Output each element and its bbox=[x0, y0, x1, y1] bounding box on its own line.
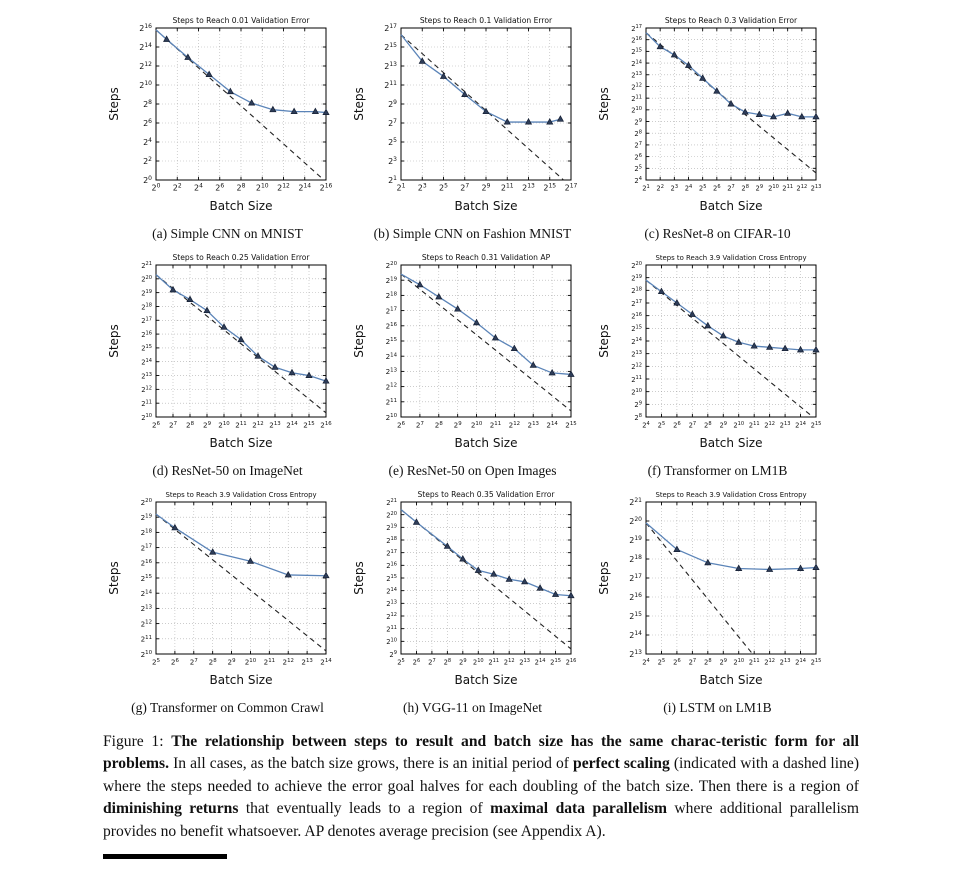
chart-title: Steps to Reach 0.01 Validation Error bbox=[172, 16, 310, 25]
y-tick-label: $2^{19}$ bbox=[631, 273, 642, 283]
x-tick-label: $2^{12}$ bbox=[764, 657, 776, 667]
subplot-c bbox=[596, 14, 839, 251]
x-tick-label: $2^6$ bbox=[396, 420, 406, 430]
x-tick-label: $2^6$ bbox=[151, 420, 161, 430]
x-tick-label: $2^{14}$ bbox=[286, 420, 298, 430]
perfect-scaling-dashed-line bbox=[401, 35, 564, 180]
y-tick-label: $2^0$ bbox=[143, 174, 152, 185]
y-tick-label: $2^{12}$ bbox=[140, 619, 152, 629]
y-tick-label: $2^{18}$ bbox=[385, 291, 397, 301]
x-tick-label: $2^6$ bbox=[673, 657, 681, 667]
y-tick-label: $2^{18}$ bbox=[631, 286, 642, 296]
y-tick-label: $2^{19}$ bbox=[385, 276, 397, 285]
x-axis-label: Batch Size bbox=[209, 673, 273, 687]
caption-bold-text: maximal data parallelism bbox=[490, 800, 667, 818]
subfigure-caption-i: (i) LSTM on LM1B bbox=[663, 700, 772, 715]
caption-text: Figure 1: bbox=[103, 733, 172, 750]
x-tick-label: $2^8$ bbox=[704, 657, 712, 667]
y-tick-label: $2^{12}$ bbox=[631, 362, 642, 372]
x-tick-label: $2^{15}$ bbox=[550, 657, 561, 667]
subfigure-caption-a: (a) Simple CNN on MNIST bbox=[152, 226, 303, 241]
y-tick-label: $2^9$ bbox=[634, 400, 642, 410]
y-tick-label: $2^{12}$ bbox=[141, 385, 152, 395]
triangle-marker bbox=[475, 567, 481, 572]
triangle-marker bbox=[705, 323, 711, 328]
x-axis-label: Batch Size bbox=[209, 199, 273, 213]
y-tick-label: $2^{16}$ bbox=[631, 35, 642, 45]
y-tick-label: $2^{14}$ bbox=[631, 59, 642, 68]
x-tick-label: $2^{11}$ bbox=[782, 183, 794, 193]
x-tick-label: $2^{11}$ bbox=[748, 657, 760, 667]
y-tick-label: $2^{12}$ bbox=[386, 612, 397, 621]
y-tick-label: $2^{10}$ bbox=[141, 413, 152, 422]
caption-text: In all cases, as the batch size grows, there is an initial period of bbox=[169, 755, 574, 773]
x-tick-label: $2^9$ bbox=[227, 657, 236, 667]
x-tick-label: $2^2$ bbox=[656, 183, 664, 193]
x-tick-label: $2^{10}$ bbox=[733, 420, 745, 430]
chart-f-transformer-lm1b bbox=[596, 251, 839, 456]
y-axis-label: Steps bbox=[107, 561, 121, 595]
subfigure-caption-f: (f) Transformer on LM1B bbox=[647, 463, 788, 478]
y-axis-label: Steps bbox=[597, 324, 611, 358]
subplot-e bbox=[351, 251, 594, 488]
steps-curve bbox=[646, 280, 816, 350]
triangle-marker bbox=[557, 116, 563, 121]
y-tick-label: $2^{17}$ bbox=[141, 316, 152, 326]
y-tick-label: $2^1$ bbox=[388, 174, 397, 185]
y-tick-label: $2^{19}$ bbox=[140, 513, 152, 522]
x-axis-label: Batch Size bbox=[209, 436, 273, 450]
y-tick-label: $2^{15}$ bbox=[385, 336, 397, 346]
x-tick-label: $2^{13}$ bbox=[519, 657, 531, 667]
subplot-f bbox=[596, 251, 839, 488]
x-tick-label: $2^{11}$ bbox=[235, 420, 247, 430]
x-tick-label: $2^{13}$ bbox=[269, 420, 281, 430]
y-tick-label: $2^4$ bbox=[143, 136, 152, 147]
x-tick-label: $2^9$ bbox=[453, 420, 462, 430]
y-tick-label: $2^{13}$ bbox=[384, 60, 397, 71]
x-tick-label: $2^6$ bbox=[412, 657, 421, 667]
x-tick-label: $2^5$ bbox=[151, 657, 161, 667]
subfigure-caption-c: (c) ResNet-8 on CIFAR-10 bbox=[644, 226, 791, 241]
x-tick-label: $2^{12}$ bbox=[252, 420, 264, 430]
x-tick-label: $2^{12}$ bbox=[503, 657, 515, 667]
x-axis-label: Batch Size bbox=[454, 673, 518, 687]
y-tick-label: $2^{20}$ bbox=[385, 260, 397, 270]
y-tick-label: $2^{16}$ bbox=[629, 591, 642, 602]
chart-title: Steps to Reach 3.9 Validation Cross Entropy bbox=[165, 491, 317, 499]
triangle-marker bbox=[686, 62, 692, 67]
x-tick-label: $2^8$ bbox=[185, 420, 195, 430]
y-tick-label: $2^{10}$ bbox=[631, 387, 642, 397]
y-axis-label: Steps bbox=[597, 561, 611, 595]
y-axis-label: Steps bbox=[352, 87, 366, 121]
x-tick-label: $2^9$ bbox=[459, 657, 467, 667]
subplot-a bbox=[106, 14, 349, 251]
y-tick-label: $2^{14}$ bbox=[140, 589, 152, 598]
x-tick-label: $2^5$ bbox=[657, 420, 666, 430]
steps-curve bbox=[401, 274, 571, 374]
subplot-h bbox=[351, 488, 594, 725]
y-tick-label: $2^{17}$ bbox=[631, 24, 642, 33]
x-tick-label: $2^{11}$ bbox=[500, 182, 514, 193]
y-tick-label: $2^{10}$ bbox=[385, 412, 397, 422]
x-tick-label: $2^8$ bbox=[704, 420, 712, 430]
x-tick-label: $2^7$ bbox=[415, 420, 424, 430]
x-tick-label: $2^{13}$ bbox=[527, 420, 539, 430]
x-tick-label: $2^7$ bbox=[688, 657, 697, 667]
x-tick-label: $2^{12}$ bbox=[277, 182, 290, 193]
x-tick-label: $2^{15}$ bbox=[543, 182, 557, 193]
y-tick-label: $2^{20}$ bbox=[629, 515, 642, 526]
y-axis-label: Steps bbox=[352, 561, 366, 595]
y-tick-label: $2^{14}$ bbox=[386, 586, 397, 596]
subplot-i bbox=[596, 488, 839, 725]
triangle-marker bbox=[474, 319, 480, 324]
chart-title: Steps to Reach 0.31 Validation AP bbox=[421, 253, 551, 262]
y-tick-label: $2^{15}$ bbox=[629, 610, 642, 621]
y-tick-label: $2^{21}$ bbox=[629, 496, 642, 507]
x-tick-label: $2^{13}$ bbox=[779, 657, 791, 667]
y-tick-label: $2^{15}$ bbox=[631, 324, 642, 334]
chart-a-simple-cnn-mnist bbox=[106, 14, 349, 219]
steps-curve bbox=[156, 514, 326, 576]
chart-b-simple-cnn-fashion-mnist bbox=[351, 14, 594, 219]
x-tick-label: $2^7$ bbox=[189, 657, 198, 667]
subfigure-caption-d: (d) ResNet-50 on ImageNet bbox=[152, 463, 303, 478]
y-tick-label: $2^{18}$ bbox=[141, 302, 152, 312]
y-tick-label: $2^4$ bbox=[634, 176, 642, 185]
x-tick-label: $2^1$ bbox=[396, 182, 406, 193]
chart-g-transformer-common-crawl bbox=[106, 488, 349, 693]
y-tick-label: $2^{13}$ bbox=[629, 648, 642, 659]
x-tick-label: $2^5$ bbox=[698, 183, 707, 193]
x-tick-label: $2^{10}$ bbox=[470, 420, 483, 430]
y-tick-label: $2^7$ bbox=[388, 117, 397, 128]
y-tick-label: $2^{19}$ bbox=[141, 288, 152, 298]
y-axis-label: Steps bbox=[107, 87, 121, 121]
x-tick-label: $2^{10}$ bbox=[255, 182, 269, 193]
perfect-scaling-dashed-line bbox=[646, 523, 753, 654]
x-tick-label: $2^9$ bbox=[719, 657, 728, 667]
y-tick-label: $2^{19}$ bbox=[386, 523, 397, 533]
perfect-scaling-dashed-line bbox=[156, 514, 326, 651]
y-tick-label: $2^2$ bbox=[143, 155, 152, 166]
y-tick-label: $2^{17}$ bbox=[384, 22, 397, 33]
x-tick-label: $2^5$ bbox=[439, 182, 448, 193]
subplot-d bbox=[106, 251, 349, 488]
y-tick-label: $2^{15}$ bbox=[384, 41, 397, 52]
y-tick-label: $2^{10}$ bbox=[139, 79, 152, 90]
x-tick-label: $2^{12}$ bbox=[282, 657, 294, 667]
chart-h-vgg11-imagenet bbox=[351, 488, 594, 693]
x-tick-label: $2^7$ bbox=[428, 657, 436, 667]
page-artifact-bar bbox=[103, 854, 227, 859]
y-tick-label: $2^3$ bbox=[388, 155, 397, 166]
x-tick-label: $2^{10}$ bbox=[768, 183, 779, 193]
figure-caption bbox=[103, 731, 859, 843]
chart-i-lstm-lm1b bbox=[596, 488, 839, 693]
x-tick-label: $2^6$ bbox=[713, 183, 721, 193]
y-tick-label: $2^{12}$ bbox=[139, 60, 152, 71]
y-tick-label: $2^{11}$ bbox=[386, 624, 397, 634]
x-tick-label: $2^8$ bbox=[741, 183, 749, 193]
x-tick-label: $2^8$ bbox=[434, 420, 443, 430]
triangle-marker bbox=[441, 73, 447, 78]
caption-bold-text: diminishing returns bbox=[103, 800, 239, 818]
y-tick-label: $2^{12}$ bbox=[631, 82, 642, 92]
y-tick-label: $2^{15}$ bbox=[140, 573, 152, 583]
x-tick-label: $2^{12}$ bbox=[796, 183, 808, 193]
x-tick-label: $2^{12}$ bbox=[508, 420, 521, 430]
y-tick-label: $2^{13}$ bbox=[631, 349, 642, 359]
x-tick-label: $2^2$ bbox=[172, 182, 182, 193]
x-tick-label: $2^{14}$ bbox=[795, 657, 806, 667]
y-tick-label: $2^{16}$ bbox=[386, 561, 397, 571]
chart-title: Steps to Reach 0.1 Validation Error bbox=[419, 16, 553, 25]
caption-text: where additional parallelism provides no benefit whatsoever. AP denotes average precision (see Appendix A). bbox=[103, 800, 859, 840]
x-tick-label: $2^{15}$ bbox=[303, 420, 315, 430]
chart-title: Steps to Reach 0.35 Validation Error bbox=[417, 490, 555, 499]
x-tick-label: $2^{17}$ bbox=[564, 182, 578, 193]
y-tick-label: $2^{11}$ bbox=[631, 375, 642, 384]
x-tick-label: $2^8$ bbox=[236, 182, 246, 193]
x-tick-label: $2^7$ bbox=[727, 183, 735, 193]
subplot-g bbox=[106, 488, 349, 725]
y-tick-label: $2^8$ bbox=[143, 98, 152, 109]
y-tick-label: $2^9$ bbox=[388, 98, 397, 109]
chart-title: Steps to Reach 0.3 Validation Error bbox=[664, 16, 798, 25]
x-tick-label: $2^{14}$ bbox=[298, 182, 312, 193]
steps-curve bbox=[646, 523, 816, 570]
y-tick-label: $2^{15}$ bbox=[386, 574, 397, 583]
y-tick-label: $2^{14}$ bbox=[629, 629, 642, 640]
x-tick-label: $2^5$ bbox=[657, 657, 666, 667]
y-tick-label: $2^{16}$ bbox=[140, 558, 152, 568]
x-tick-label: $2^{11}$ bbox=[489, 420, 502, 430]
x-tick-label: $2^9$ bbox=[719, 420, 728, 430]
chart-title: Steps to Reach 3.9 Validation Cross Entropy bbox=[655, 491, 807, 499]
x-tick-label: $2^9$ bbox=[755, 183, 764, 193]
y-tick-label: $2^{14}$ bbox=[141, 357, 152, 367]
x-tick-label: $2^8$ bbox=[208, 657, 217, 667]
subfigure-caption-e: (e) ResNet-50 on Open Images bbox=[388, 463, 557, 478]
y-tick-label: $2^{11}$ bbox=[385, 397, 397, 407]
x-tick-label: $2^{16}$ bbox=[565, 657, 577, 667]
x-tick-label: $2^7$ bbox=[460, 182, 470, 193]
chart-e-resnet50-open-images bbox=[351, 251, 594, 456]
y-tick-label: $2^{13}$ bbox=[140, 604, 152, 614]
y-tick-label: $2^{18}$ bbox=[386, 536, 397, 545]
y-tick-label: $2^{20}$ bbox=[386, 510, 397, 520]
y-tick-label: $2^5$ bbox=[388, 136, 397, 147]
x-tick-label: $2^{15}$ bbox=[565, 420, 577, 430]
chart-title: Steps to Reach 3.9 Validation Cross Entropy bbox=[655, 254, 807, 262]
caption-bold-text: The relationship between steps to result and batch size has the same charac-teristic form for all problems. bbox=[103, 733, 860, 773]
y-tick-label: $2^{14}$ bbox=[631, 337, 642, 346]
y-tick-label: $2^{17}$ bbox=[140, 543, 152, 553]
x-tick-label: $2^{13}$ bbox=[522, 182, 535, 193]
y-tick-label: $2^8$ bbox=[634, 413, 642, 422]
y-tick-label: $2^{20}$ bbox=[141, 275, 152, 284]
y-tick-label: $2^{21}$ bbox=[386, 498, 397, 507]
caption-text: that eventually leads to a region of bbox=[238, 800, 491, 818]
x-tick-label: $2^4$ bbox=[642, 657, 650, 667]
subplot-b bbox=[351, 14, 594, 251]
y-tick-label: $2^{13}$ bbox=[386, 599, 397, 609]
chart-d-resnet50-imagenet bbox=[106, 251, 349, 456]
triangle-marker bbox=[238, 336, 244, 341]
y-tick-label: $2^{11}$ bbox=[631, 94, 642, 103]
subfigure-caption-h: (h) VGG-11 on ImageNet bbox=[402, 700, 543, 715]
y-tick-label: $2^{17}$ bbox=[629, 572, 642, 583]
x-axis-label: Batch Size bbox=[454, 436, 518, 450]
y-tick-label: $2^{13}$ bbox=[385, 367, 397, 377]
y-tick-label: $2^{14}$ bbox=[385, 352, 397, 361]
y-tick-label: $2^6$ bbox=[143, 117, 152, 128]
y-tick-label: $2^{11}$ bbox=[141, 399, 152, 408]
triangle-marker bbox=[689, 311, 695, 316]
x-axis-label: Batch Size bbox=[699, 436, 763, 450]
x-axis-label: Batch Size bbox=[699, 673, 763, 687]
y-tick-label: $2^{21}$ bbox=[141, 261, 152, 270]
x-tick-label: $2^3$ bbox=[417, 182, 427, 193]
caption-text: (indicated with a dashed line) where the steps needed to achieve the error goal halves for each doubling of the batch size. Then there is a region of bbox=[103, 755, 860, 795]
y-tick-label: $2^{14}$ bbox=[139, 41, 152, 52]
y-axis-label: Steps bbox=[352, 324, 366, 358]
y-tick-label: $2^{17}$ bbox=[385, 306, 397, 316]
x-tick-label: $2^0$ bbox=[151, 182, 161, 193]
x-tick-label: $2^{14}$ bbox=[546, 420, 558, 430]
steps-curve bbox=[156, 275, 326, 381]
figure-grid bbox=[106, 14, 953, 725]
y-axis-label: Steps bbox=[107, 324, 121, 358]
y-tick-label: $2^{17}$ bbox=[631, 299, 642, 308]
x-tick-label: $2^{12}$ bbox=[764, 420, 776, 430]
x-tick-label: $2^{10}$ bbox=[733, 657, 745, 667]
x-tick-label: $2^{14}$ bbox=[534, 657, 546, 667]
x-tick-label: $2^6$ bbox=[215, 182, 225, 193]
triangle-marker bbox=[674, 300, 680, 305]
subfigure-caption-g: (g) Transformer on Common Crawl bbox=[131, 700, 324, 715]
triangle-marker bbox=[785, 110, 791, 115]
x-tick-label: $2^{15}$ bbox=[810, 657, 822, 667]
y-tick-label: $2^9$ bbox=[634, 117, 642, 127]
y-tick-label: $2^8$ bbox=[634, 129, 642, 139]
y-tick-label: $2^{10}$ bbox=[631, 106, 642, 115]
y-tick-label: $2^{15}$ bbox=[631, 47, 642, 57]
x-tick-label: $2^9$ bbox=[481, 182, 491, 193]
y-tick-label: $2^{13}$ bbox=[631, 70, 642, 80]
x-tick-label: $2^6$ bbox=[673, 420, 681, 430]
y-tick-label: $2^{18}$ bbox=[140, 528, 152, 538]
x-tick-label: $2^8$ bbox=[443, 657, 452, 667]
x-tick-label: $2^{13}$ bbox=[301, 657, 313, 667]
x-tick-label: $2^5$ bbox=[397, 657, 405, 667]
y-axis-label: Steps bbox=[597, 87, 611, 121]
perfect-scaling-dashed-line bbox=[401, 274, 571, 411]
x-tick-label: $2^{11}$ bbox=[263, 657, 276, 667]
x-tick-label: $2^4$ bbox=[684, 183, 693, 193]
x-tick-label: $2^{13}$ bbox=[779, 420, 791, 430]
x-tick-label: $2^6$ bbox=[170, 657, 179, 667]
triangle-marker bbox=[813, 564, 819, 569]
y-tick-label: $2^7$ bbox=[634, 141, 642, 150]
x-tick-label: $2^{16}$ bbox=[320, 420, 332, 430]
y-tick-label: $2^{10}$ bbox=[386, 637, 397, 647]
y-tick-label: $2^{16}$ bbox=[631, 311, 642, 321]
x-tick-label: $2^{14}$ bbox=[795, 420, 806, 430]
x-tick-label: $2^4$ bbox=[194, 182, 203, 193]
y-tick-label: $2^{12}$ bbox=[385, 382, 397, 392]
x-tick-label: $2^1$ bbox=[642, 183, 650, 193]
x-axis-label: Batch Size bbox=[699, 199, 763, 213]
y-tick-label: $2^{20}$ bbox=[631, 261, 642, 270]
y-tick-label: $2^{15}$ bbox=[141, 344, 152, 353]
caption-bold-text: perfect scaling bbox=[573, 755, 670, 773]
triangle-marker bbox=[720, 333, 726, 338]
x-tick-label: $2^{10}$ bbox=[472, 657, 484, 667]
x-tick-label: $2^4$ bbox=[642, 420, 650, 430]
y-tick-label: $2^{11}$ bbox=[140, 634, 152, 644]
subfigure-caption-b: (b) Simple CNN on Fashion MNIST bbox=[373, 226, 572, 241]
y-tick-label: $2^5$ bbox=[634, 164, 642, 174]
y-tick-label: $2^{13}$ bbox=[141, 371, 152, 381]
y-tick-label: $2^{16}$ bbox=[385, 321, 397, 331]
y-tick-label: $2^{16}$ bbox=[139, 22, 152, 33]
x-axis-label: Batch Size bbox=[454, 199, 518, 213]
x-tick-label: $2^3$ bbox=[670, 183, 679, 193]
y-tick-label: $2^{16}$ bbox=[141, 330, 152, 339]
x-tick-label: $2^{10}$ bbox=[218, 420, 230, 430]
x-tick-label: $2^7$ bbox=[688, 420, 697, 430]
steps-curve bbox=[401, 35, 560, 122]
triangle-marker bbox=[658, 288, 664, 293]
x-tick-label: $2^9$ bbox=[202, 420, 212, 430]
x-tick-label: $2^{15}$ bbox=[810, 420, 822, 430]
y-tick-label: $2^6$ bbox=[634, 152, 642, 162]
y-tick-label: $2^{11}$ bbox=[384, 79, 397, 90]
y-tick-label: $2^{18}$ bbox=[629, 553, 642, 564]
chart-title: Steps to Reach 0.25 Validation Error bbox=[172, 253, 310, 262]
y-tick-label: $2^{10}$ bbox=[140, 649, 152, 659]
x-tick-label: $2^7$ bbox=[168, 420, 178, 430]
x-tick-label: $2^{14}$ bbox=[320, 657, 332, 667]
y-tick-label: $2^{19}$ bbox=[629, 534, 642, 545]
x-tick-label: $2^{16}$ bbox=[319, 182, 333, 193]
chart-c-resnet8-cifar10 bbox=[596, 14, 839, 219]
x-tick-label: $2^{10}$ bbox=[244, 657, 257, 667]
x-tick-label: $2^{13}$ bbox=[810, 183, 822, 193]
x-tick-label: $2^{11}$ bbox=[488, 657, 500, 667]
y-tick-label: $2^{20}$ bbox=[140, 497, 152, 507]
figure-page bbox=[0, 14, 953, 843]
x-tick-label: $2^{11}$ bbox=[748, 420, 760, 430]
y-tick-label: $2^9$ bbox=[389, 650, 397, 659]
y-tick-label: $2^{17}$ bbox=[386, 548, 397, 558]
